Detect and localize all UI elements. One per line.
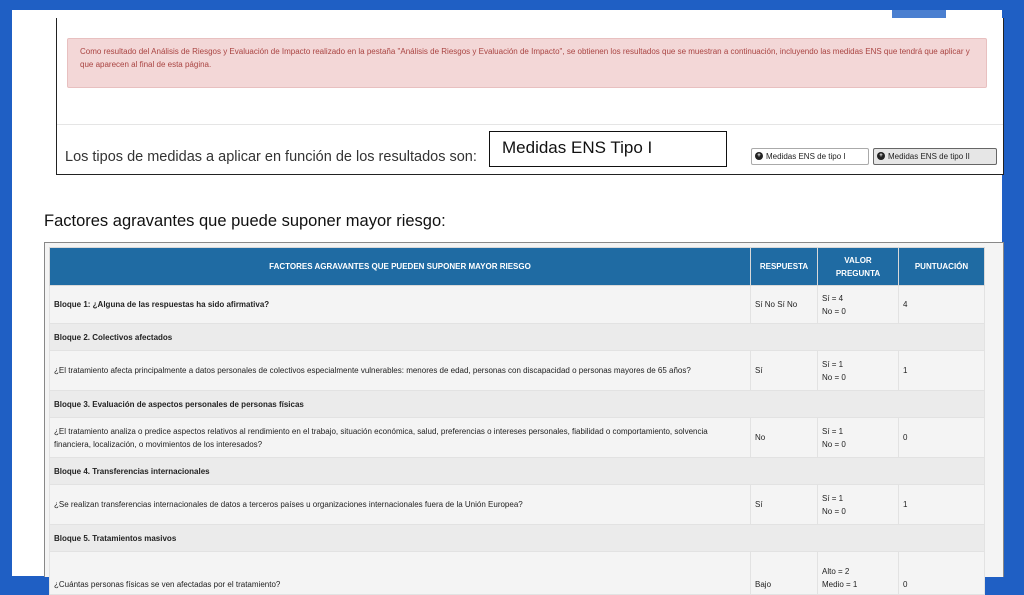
factor-cell: ¿Se realizan transferencias internacionales de datos a terceros países u organizaciones internacionales fuera de la Unión Europea? xyxy=(50,485,751,525)
ens-type-1-button[interactable] xyxy=(751,148,869,165)
measures-label: Los tipos de medidas a aplicar en función de los resultados son: xyxy=(65,149,477,165)
table-row xyxy=(50,286,985,324)
table-header-row xyxy=(50,248,985,286)
col-header-respuesta: RESPUESTA xyxy=(751,248,818,286)
respuesta-cell: Sí xyxy=(751,351,818,391)
block-row xyxy=(50,525,985,552)
factors-table xyxy=(49,247,985,595)
factor-cell: ¿Cuántas personas físicas se ven afectadas por el tratamiento? xyxy=(50,552,751,595)
block-row xyxy=(50,324,985,351)
block-title: Bloque 3. Evaluación de aspectos personales de personas físicas xyxy=(50,391,985,418)
puntuacion-cell: 1 xyxy=(899,485,985,525)
slide xyxy=(12,10,1002,589)
col-header-valor: VALOR PREGUNTA xyxy=(818,248,899,286)
info-icon: + xyxy=(755,152,763,160)
respuesta-cell: Sí No Sí No xyxy=(751,286,818,324)
table-row xyxy=(50,418,985,458)
results-alert: Como resultado del Análisis de Riesgos y Evaluación de Impacto realizado en la pestaña "Análisis de Riesgos y Evaluación de Impacto", se obtienen los resultados que se muestran a continuación, incluyendo las medidas ENS que tendrá que aplicar y que aparecen al final de esta página. xyxy=(67,38,987,88)
valor-cell: Sí = 1 No = 0 xyxy=(818,485,899,525)
col-header-puntuacion: PUNTUACIÓN xyxy=(899,248,985,286)
block-title: Bloque 5. Tratamientos masivos xyxy=(50,525,985,552)
block-title: Bloque 2. Colectivos afectados xyxy=(50,324,985,351)
divider xyxy=(57,124,1003,125)
puntuacion-cell: 1 xyxy=(899,351,985,391)
table-row xyxy=(50,552,985,595)
section-title: Factores agravantes que puede suponer mayor riesgo: xyxy=(44,212,446,230)
info-icon: + xyxy=(877,152,885,160)
puntuacion-cell: 0 xyxy=(899,552,985,595)
respuesta-cell: Bajo xyxy=(751,552,818,595)
table-row xyxy=(50,485,985,525)
factor-cell: ¿El tratamiento analiza o predice aspectos relativos al rendimiento en el trabajo, situación económica, salud, preferencias o intereses personales, fiabilidad o comportamiento, solvencia financiera, localización, o movimientos de los interesados? xyxy=(50,418,751,458)
factors-panel xyxy=(44,242,1004,589)
factor-cell: ¿El tratamiento afecta principalmente a datos personales de colectivos especialmente vulnerables: menores de edad, personas con discapacidad o personas mayores de 65 años? xyxy=(50,351,751,391)
valor-cell: Sí = 4 No = 0 xyxy=(818,286,899,324)
ens-type-2-button[interactable] xyxy=(873,148,997,165)
results-panel xyxy=(56,18,1004,175)
col-header-factores: FACTORES AGRAVANTES QUE PUEDEN SUPONER MAYOR RIESGO xyxy=(50,248,751,286)
block-title: Bloque 4. Transferencias internacionales xyxy=(50,458,985,485)
respuesta-cell: No xyxy=(751,418,818,458)
ens-type-1-label: Medidas ENS de tipo I xyxy=(766,152,846,161)
valor-cell: Sí = 1 No = 0 xyxy=(818,418,899,458)
valor-cell: Alto = 2 Medio = 1 xyxy=(818,552,899,595)
block-row xyxy=(50,391,985,418)
measures-callout: Medidas ENS Tipo I xyxy=(489,131,727,167)
valor-cell: Sí = 1 No = 0 xyxy=(818,351,899,391)
puntuacion-cell: 4 xyxy=(899,286,985,324)
block-row xyxy=(50,458,985,485)
respuesta-cell: Sí xyxy=(751,485,818,525)
table-row xyxy=(50,351,985,391)
factor-cell: Bloque 1: ¿Alguna de las respuestas ha sido afirmativa? xyxy=(50,286,751,324)
ens-type-2-label: Medidas ENS de tipo II xyxy=(888,152,970,161)
puntuacion-cell: 0 xyxy=(899,418,985,458)
